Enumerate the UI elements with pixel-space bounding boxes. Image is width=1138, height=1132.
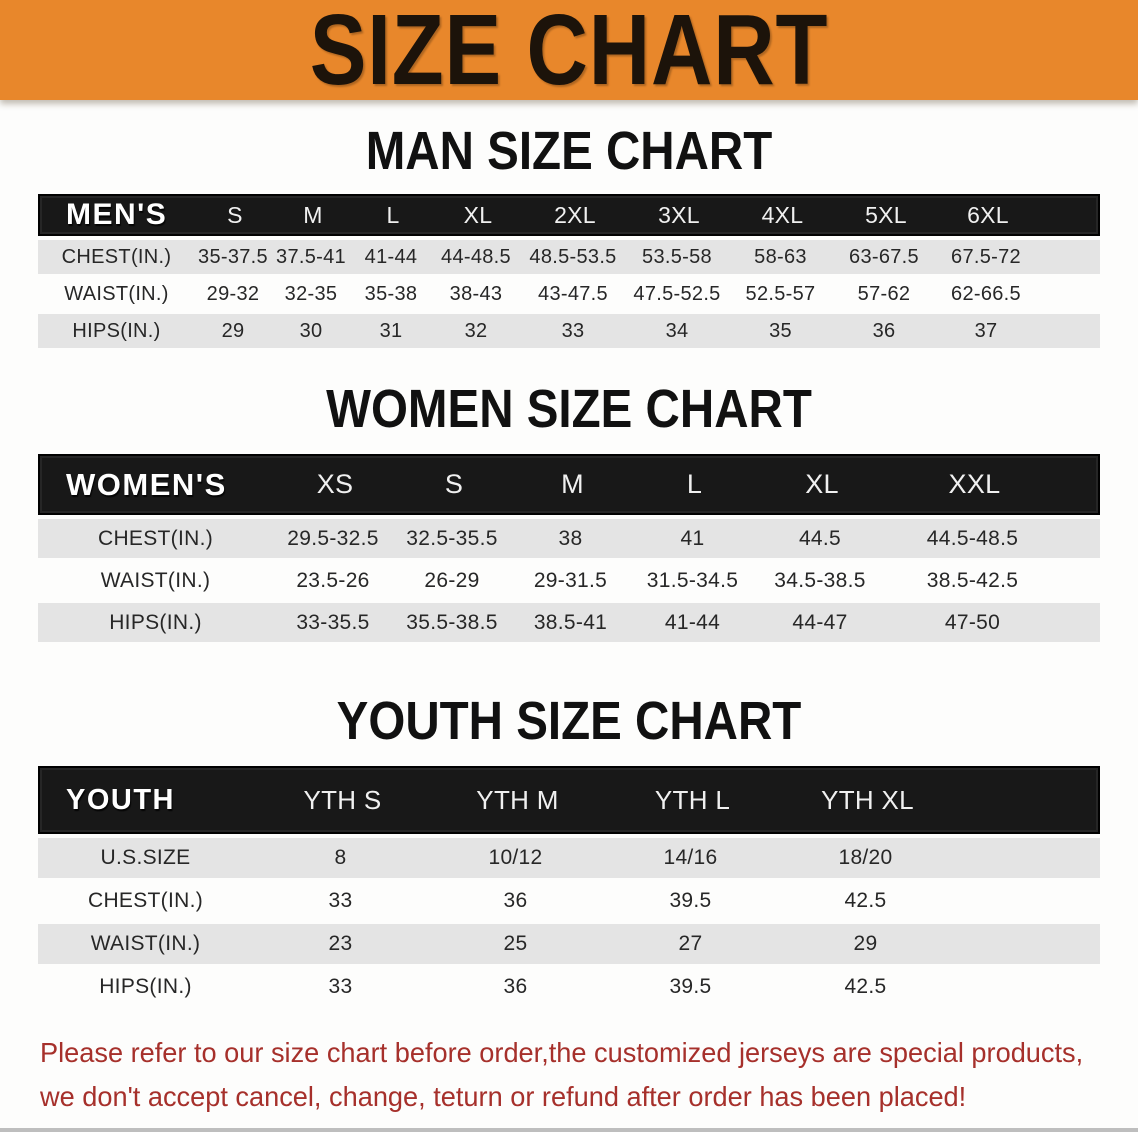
women-corner-label: WOMEN'S	[66, 466, 227, 502]
size-column-header: M	[561, 469, 584, 499]
men-row-chest-in	[38, 240, 1100, 274]
disclaimer	[40, 1031, 1138, 1118]
measurement-value: 47-50	[944, 610, 1001, 634]
measurement-value: 33	[561, 319, 585, 342]
measurement-value: 44.5-48.5	[926, 526, 1019, 550]
measurement-value: 52.5-57	[745, 282, 816, 305]
disclaimer-line-1: Please refer to our size chart before order,the customized jerseys are special products,	[40, 1037, 1084, 1068]
measurement-value: 26-29	[424, 568, 480, 592]
measurement-value: 33	[328, 889, 353, 912]
row-label: CHEST(IN.)	[88, 889, 203, 912]
measurement-value: 31	[379, 319, 403, 342]
measurement-value: 57-62	[857, 282, 911, 305]
size-column-header: XS	[316, 469, 354, 499]
size-column-header: 6XL	[967, 201, 1009, 228]
measurement-value: 67.5-72	[951, 245, 1021, 268]
size-column-header: XXL	[948, 469, 1001, 499]
row-spacer	[953, 881, 1100, 921]
women-section-title-text: WOMEN SIZE CHART	[326, 379, 812, 439]
measurement-value: 10/12	[488, 846, 543, 869]
measurement-value: 33-35.5	[296, 610, 370, 634]
women-header-row	[38, 454, 1100, 515]
size-column-header: S	[444, 469, 464, 499]
women-row-waist-in	[38, 561, 1100, 600]
size-column-header: YTH L	[654, 784, 731, 815]
youth-size-table	[38, 766, 1100, 1007]
size-column-header: 4XL	[761, 201, 804, 228]
measurement-value: 41-44	[664, 610, 721, 634]
row-spacer	[1036, 277, 1100, 311]
measurement-value: 35	[769, 319, 792, 342]
row-label: HIPS(IN.)	[72, 319, 161, 342]
row-label: HIPS(IN.)	[109, 610, 202, 634]
measurement-value: 37	[974, 319, 998, 342]
row-spacer	[1060, 519, 1100, 558]
measurement-value: 23	[328, 932, 353, 955]
measurement-value: 32-35	[284, 282, 338, 305]
row-spacer	[955, 768, 1098, 832]
measurement-value: 38-43	[449, 282, 503, 305]
measurement-value: 38	[558, 526, 583, 550]
measurement-value: 38.5-42.5	[926, 568, 1019, 592]
size-column-header: 5XL	[865, 201, 907, 228]
size-column-header: YTH XL	[821, 784, 914, 815]
measurement-value: 18/20	[838, 846, 893, 869]
size-column-header: XL	[463, 201, 493, 228]
row-spacer	[953, 924, 1100, 964]
row-spacer	[1062, 456, 1098, 513]
measurement-value: 36	[503, 889, 528, 912]
measurement-value: 29-32	[206, 282, 260, 305]
size-column-header: M	[303, 201, 323, 228]
row-label: U.S.SIZE	[100, 846, 191, 869]
women-size-table	[38, 454, 1100, 642]
measurement-value: 35-37.5	[198, 245, 268, 268]
measurement-value: 34.5-38.5	[774, 568, 866, 592]
size-column-header: XL	[805, 469, 839, 499]
men-corner-label: MEN'S	[66, 198, 168, 231]
youth-row-u-s-size	[38, 838, 1100, 878]
measurement-value: 44.5	[798, 526, 842, 550]
size-column-header: 3XL	[658, 201, 700, 228]
measurement-value: 42.5	[844, 889, 887, 912]
measurement-value: 35.5-38.5	[406, 610, 498, 634]
measurement-value: 23.5-26	[296, 568, 370, 592]
measurement-value: 29	[221, 319, 245, 342]
measurement-value: 38.5-41	[533, 610, 608, 634]
row-spacer	[1060, 561, 1100, 600]
measurement-value: 39.5	[669, 889, 712, 912]
row-spacer	[1036, 314, 1100, 348]
row-label: WAIST(IN.)	[100, 568, 211, 592]
measurement-value: 8	[334, 846, 347, 869]
measurement-value: 53.5-58	[642, 245, 712, 268]
youth-row-waist-in	[38, 924, 1100, 964]
measurement-value: 63-67.5	[849, 245, 919, 268]
size-column-header: S	[227, 201, 243, 228]
men-row-waist-in	[38, 277, 1100, 311]
men-header-row	[38, 194, 1100, 236]
size-column-header: YTH M	[476, 784, 559, 815]
measurement-value: 35-38	[364, 282, 418, 305]
measurement-value: 44-48.5	[441, 245, 511, 268]
measurement-value: 30	[299, 319, 323, 342]
size-column-header: 2XL	[554, 201, 596, 228]
measurement-value: 32.5-35.5	[406, 526, 498, 550]
banner-title: SIZE CHART	[309, 0, 829, 106]
size-chart-banner	[0, 0, 1138, 106]
measurement-value: 34	[665, 319, 689, 342]
men-size-table	[38, 194, 1100, 348]
men-section-title-text: MAN SIZE CHART	[365, 121, 773, 181]
measurement-value: 29-31.5	[533, 568, 608, 592]
measurement-value: 62-66.5	[951, 282, 1021, 305]
women-row-hips-in	[38, 603, 1100, 642]
youth-row-chest-in	[38, 881, 1100, 921]
measurement-value: 29.5-32.5	[287, 526, 379, 550]
row-label: WAIST(IN.)	[64, 282, 169, 305]
row-label: CHEST(IN.)	[61, 245, 172, 268]
measurement-value: 47.5-52.5	[633, 282, 721, 305]
women-row-chest-in	[38, 519, 1100, 558]
row-label: WAIST(IN.)	[90, 932, 201, 955]
row-spacer	[1036, 240, 1100, 274]
measurement-value: 43-47.5	[538, 282, 608, 305]
row-spacer	[953, 838, 1100, 878]
size-column-header: YTH S	[303, 784, 382, 815]
size-column-header: L	[686, 469, 703, 499]
youth-row-hips-in	[38, 967, 1100, 1007]
measurement-value: 14/16	[663, 846, 718, 869]
row-spacer	[1060, 603, 1100, 642]
measurement-value: 36	[503, 975, 528, 998]
youth-section-title	[0, 691, 1138, 751]
measurement-value: 41-44	[364, 245, 418, 268]
men-row-hips-in	[38, 314, 1100, 348]
row-label: CHEST(IN.)	[98, 526, 213, 550]
row-spacer	[953, 967, 1100, 1007]
youth-header-row	[38, 766, 1100, 834]
measurement-value: 36	[872, 319, 896, 342]
measurement-value: 31.5-34.5	[646, 568, 739, 592]
youth-section-title-text: YOUTH SIZE CHART	[336, 691, 802, 751]
measurement-value: 25	[503, 932, 528, 955]
measurement-value: 39.5	[669, 975, 712, 998]
measurement-value: 48.5-53.5	[529, 245, 617, 268]
measurement-value: 27	[678, 932, 703, 955]
women-section-title	[0, 379, 1138, 439]
measurement-value: 58-63	[754, 245, 807, 268]
measurement-value: 42.5	[844, 975, 887, 998]
measurement-value: 37.5-41	[276, 245, 346, 268]
measurement-value: 41	[680, 526, 705, 550]
bottom-edge-divider	[0, 1128, 1138, 1132]
measurement-value: 33	[328, 975, 353, 998]
row-label: HIPS(IN.)	[99, 975, 192, 998]
measurement-value: 29	[853, 932, 878, 955]
disclaimer-line-2: we don't accept cancel, change, teturn or refund after order has been placed!	[40, 1080, 967, 1112]
measurement-value: 32	[464, 319, 488, 342]
men-section-title	[0, 121, 1138, 181]
size-column-header: L	[386, 201, 400, 228]
row-spacer	[1038, 196, 1098, 234]
youth-corner-label: YOUTH	[66, 783, 175, 816]
measurement-value: 44-47	[792, 610, 848, 634]
